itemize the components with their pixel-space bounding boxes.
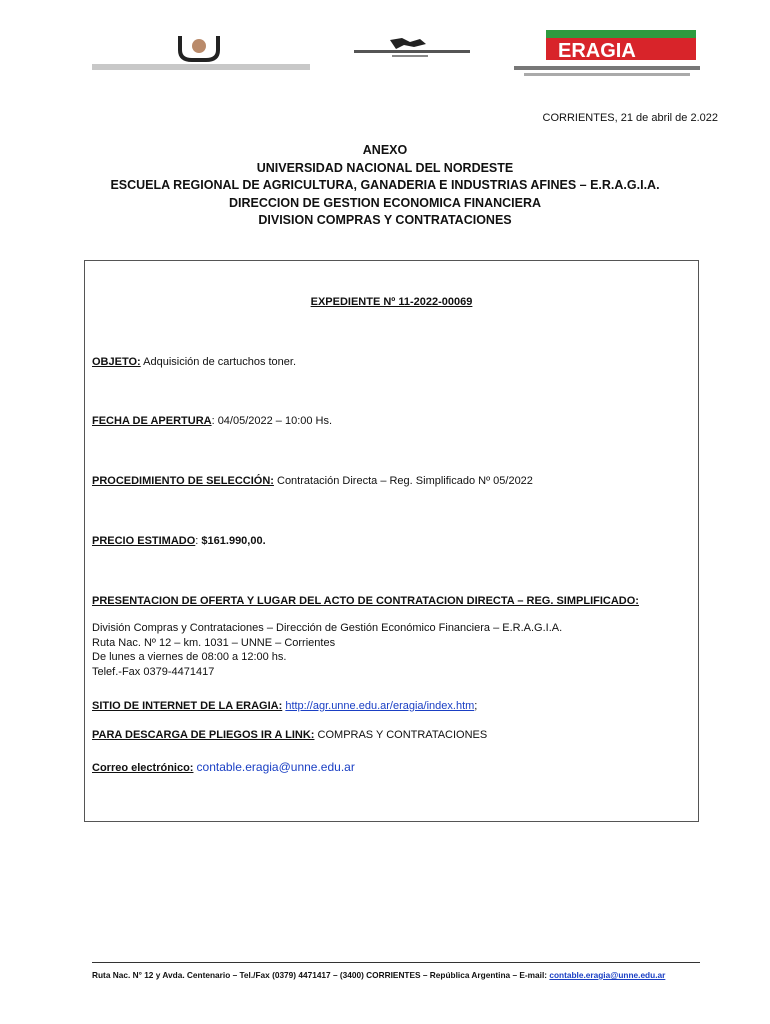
document-date: CORRIENTES, 21 de abril de 2.022 — [542, 112, 718, 124]
eragia-logo — [512, 28, 702, 80]
title-block — [0, 142, 770, 230]
precio-line — [92, 535, 266, 547]
precio-label: PRECIO ESTIMADO — [92, 535, 196, 547]
correo-line — [92, 760, 355, 774]
objeto-value: Adquisición de cartuchos toner. — [140, 356, 297, 368]
descarga-label: PARA DESCARGA DE PLIEGOS IR A LINK: — [92, 729, 315, 741]
expediente-number — [84, 296, 699, 308]
footer-email-link[interactable]: contable.eragia@unne.edu.ar — [549, 970, 666, 980]
fecha-value: : 04/05/2022 – 10:00 Hs. — [211, 415, 333, 427]
procedimiento-label: PROCEDIMIENTO DE SELECCIÓN: — [92, 475, 274, 487]
descarga-line — [92, 729, 487, 741]
procedimiento-value: Contratación Directa – Reg. Simplificado Nº 05/2022 — [273, 475, 533, 487]
presentacion-section — [92, 595, 639, 679]
title-anexo: ANEXO — [362, 143, 408, 157]
fecha-label: FECHA DE APERTURA — [92, 415, 212, 427]
sitio-label: SITIO DE INTERNET DE LA ERAGIA: — [92, 700, 283, 712]
presentacion-line: Telef.-Fax 0379-4471417 — [92, 665, 215, 678]
title-direction: DIRECCION DE GESTION ECONOMICA FINANCIERA — [228, 195, 542, 210]
objeto-line — [92, 356, 296, 368]
title-school: ESCUELA REGIONAL DE AGRICULTURA, GANADERIA E INDUSTRIAS AFINES – E.R.A.G.I.A. — [110, 178, 660, 192]
correo-value[interactable]: contable.eragia@unne.edu.ar — [196, 760, 355, 774]
sitio-line — [92, 700, 477, 712]
footer-text: Ruta Nac. N° 12 y Avda. Centenario – Tel./Fax (0379) 4471417 – (3400) CORRIENTES – República Argentina – E-mail: — [92, 970, 550, 980]
presentacion-heading: PRESENTACION DE OFERTA Y LUGAR DEL ACTO DE CONTRATACION DIRECTA – REG. SIMPLIFICADO: — [92, 595, 639, 607]
presentacion-line: Ruta Nac. Nº 12 – km. 1031 – UNNE – Corrientes — [92, 636, 336, 649]
descarga-value: COMPRAS Y CONTRATACIONES — [314, 729, 488, 741]
correo-label: Correo electrónico: — [92, 762, 194, 774]
title-division: DIVISION COMPRAS Y CONTRATACIONES — [258, 213, 512, 227]
footer — [92, 970, 665, 980]
procedimiento-line — [92, 475, 533, 487]
title-university: UNIVERSIDAD NACIONAL DEL NORDESTE — [256, 160, 514, 175]
objeto-label: OBJETO: — [92, 356, 141, 368]
footer-divider — [92, 962, 700, 963]
fecha-line — [92, 415, 332, 427]
precio-value: $161.990,00. — [201, 535, 266, 547]
expediente-label: EXPEDIENTE Nº 11-2022-00069 — [310, 296, 473, 308]
eragia-logo-text: ERAGIA — [558, 40, 636, 62]
presentacion-line: De lunes a viernes de 08:00 a 12:00 hs. — [92, 651, 287, 663]
sitio-suffix: ; — [474, 700, 478, 712]
sitio-link[interactable]: http://agr.unne.edu.ar/eragia/index.htm — [285, 700, 475, 712]
presentacion-line: División Compras y Contrataciones – Dirección de Gestión Económico Financiera – E.R.A.G.I.A. — [92, 622, 563, 634]
unne-logo — [92, 34, 310, 74]
precio-sep: : — [195, 535, 202, 547]
agriculture-logo — [352, 36, 472, 60]
